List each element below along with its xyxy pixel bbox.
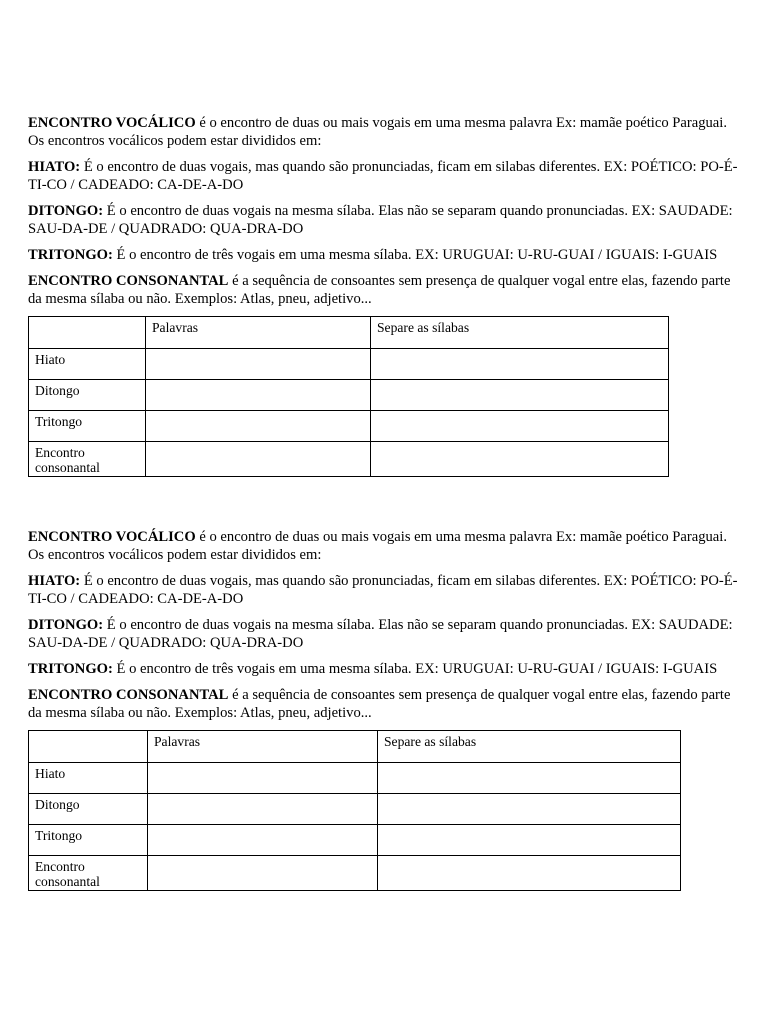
term-ditongo: DITONGO:	[28, 617, 104, 633]
term-encontro-consonantal: ENCONTRO CONSONANTAL	[28, 687, 229, 703]
row-label: Hiato	[29, 349, 146, 380]
term-encontro-consonantal: ENCONTRO CONSONANTAL	[28, 273, 229, 289]
definition-tritongo: É o encontro de três vogais em uma mesma sílaba. EX: URUGUAI: U-RU-GUAI / IGUAIS: I-GUAIS	[112, 661, 718, 677]
paragraph-tritongo	[28, 660, 742, 678]
table-row	[29, 763, 681, 794]
term-hiato: HIATO:	[28, 573, 81, 589]
exercise-table	[28, 316, 669, 477]
row-label: Encontro consonantal	[29, 442, 146, 477]
definition-ditongo: É o encontro de duas vogais na mesma sílaba. Elas não se separam quando pronunciadas. EX: SAUDADE: SAU-DA-DE / QUADRADO: QUA-DRA-DO	[28, 617, 733, 651]
row-label: Ditongo	[29, 794, 148, 825]
table-row	[29, 349, 669, 380]
answer-cell-palavras[interactable]	[146, 349, 371, 380]
row-label: Hiato	[29, 763, 148, 794]
term-encontro-vocalico: ENCONTRO VOCÁLICO	[28, 115, 196, 131]
worksheet-section-2	[28, 528, 742, 891]
answer-cell-palavras[interactable]	[146, 442, 371, 477]
exercise-table	[28, 730, 681, 891]
answer-cell-palavras[interactable]	[148, 763, 378, 794]
definition-encontro-consonantal: é a sequência de consoantes sem presença de qualquer vogal entre elas, fazendo parte da mesma sílaba ou não. Exemplos: Atlas, pneu, adjetivo...	[28, 273, 731, 307]
table-row	[29, 825, 681, 856]
answer-cell-palavras[interactable]	[148, 856, 378, 891]
table-header-row	[29, 731, 681, 763]
row-label: Encontro consonantal	[29, 856, 148, 891]
row-label: Tritongo	[29, 411, 146, 442]
term-hiato: HIATO:	[28, 159, 81, 175]
answer-cell-silabas[interactable]	[371, 349, 669, 380]
worksheet-section-1	[28, 114, 742, 477]
definition-encontro-vocalico: é o encontro de duas ou mais vogais em uma mesma palavra Ex: mamãe poético Paraguai. Os encontros vocálicos podem estar divididos em:	[28, 529, 727, 563]
answer-cell-silabas[interactable]	[371, 442, 669, 477]
answer-cell-silabas[interactable]	[378, 794, 681, 825]
table-header-cell: Separe as sílabas	[371, 317, 669, 349]
answer-cell-palavras[interactable]	[148, 794, 378, 825]
answer-cell-silabas[interactable]	[378, 856, 681, 891]
answer-cell-silabas[interactable]	[378, 825, 681, 856]
definition-encontro-vocalico: é o encontro de duas ou mais vogais em uma mesma palavra Ex: mamãe poético Paraguai. Os encontros vocálicos podem estar divididos em:	[28, 115, 727, 149]
table-header-cell: Palavras	[148, 731, 378, 763]
answer-cell-palavras[interactable]	[148, 825, 378, 856]
answer-cell-palavras[interactable]	[146, 380, 371, 411]
term-tritongo: TRITONGO:	[28, 247, 113, 263]
table-header-row	[29, 317, 669, 349]
paragraph-hiato	[28, 158, 742, 194]
answer-cell-palavras[interactable]	[146, 411, 371, 442]
table-row	[29, 380, 669, 411]
paragraph-encontro-vocalico	[28, 528, 742, 564]
paragraph-ditongo	[28, 202, 742, 238]
paragraph-encontro-consonantal	[28, 272, 742, 308]
definition-ditongo: É o encontro de duas vogais na mesma sílaba. Elas não se separam quando pronunciadas. EX: SAUDADE: SAU-DA-DE / QUADRADO: QUA-DRA-DO	[28, 203, 733, 237]
table-row	[29, 856, 681, 891]
definition-tritongo: É o encontro de três vogais em uma mesma sílaba. EX: URUGUAI: U-RU-GUAI / IGUAIS: I-GUAIS	[112, 247, 718, 263]
answer-cell-silabas[interactable]	[371, 411, 669, 442]
table-header-cell	[29, 317, 146, 349]
term-tritongo: TRITONGO:	[28, 661, 113, 677]
table-row	[29, 411, 669, 442]
row-label: Tritongo	[29, 825, 148, 856]
table-header-cell: Separe as sílabas	[378, 731, 681, 763]
answer-cell-silabas[interactable]	[378, 763, 681, 794]
table-row	[29, 442, 669, 477]
paragraph-hiato	[28, 572, 742, 608]
paragraph-ditongo	[28, 616, 742, 652]
answer-cell-silabas[interactable]	[371, 380, 669, 411]
paragraph-encontro-consonantal	[28, 686, 742, 722]
paragraph-tritongo	[28, 246, 742, 264]
table-row	[29, 794, 681, 825]
definition-encontro-consonantal: é a sequência de consoantes sem presença de qualquer vogal entre elas, fazendo parte da mesma sílaba ou não. Exemplos: Atlas, pneu, adjetivo...	[28, 687, 731, 721]
definition-hiato: É o encontro de duas vogais, mas quando são pronunciadas, ficam em silabas diferentes. EX: POÉTICO: PO-É-TI-CO / CADEADO: CA-DE-A-DO	[28, 573, 738, 607]
definition-hiato: É o encontro de duas vogais, mas quando são pronunciadas, ficam em silabas diferentes. EX: POÉTICO: PO-É-TI-CO / CADEADO: CA-DE-A-DO	[28, 159, 738, 193]
table-header-cell: Palavras	[146, 317, 371, 349]
table-header-cell	[29, 731, 148, 763]
term-encontro-vocalico: ENCONTRO VOCÁLICO	[28, 529, 196, 545]
paragraph-encontro-vocalico	[28, 114, 742, 150]
term-ditongo: DITONGO:	[28, 203, 104, 219]
row-label: Ditongo	[29, 380, 146, 411]
